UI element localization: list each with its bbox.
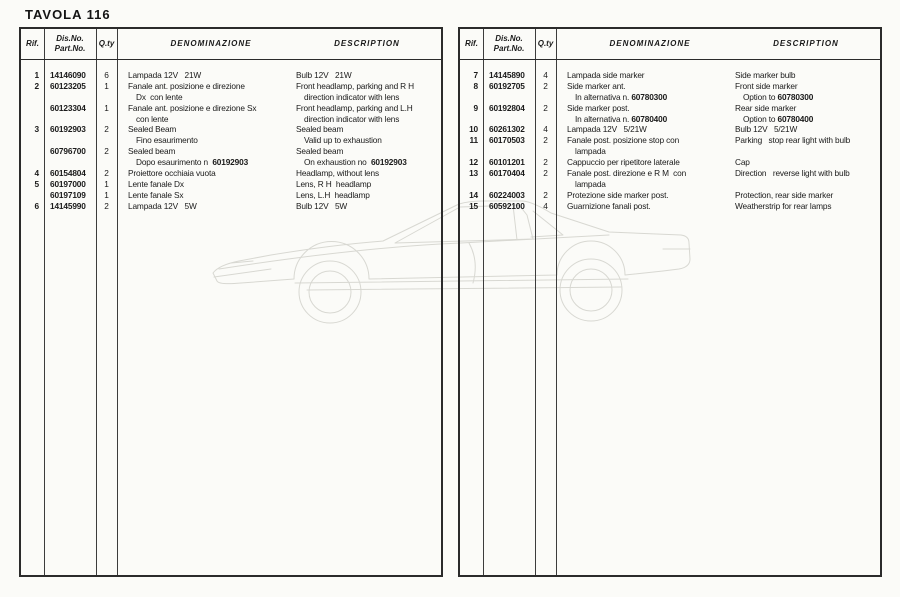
header-denominazione: DENOMINAZIONE	[609, 39, 691, 48]
denominazione-text: Cappuccio per ripetitore laterale	[567, 157, 680, 168]
qty-cell: 2	[543, 168, 548, 179]
parts-table-left	[19, 27, 443, 577]
qty-cell: 2	[543, 135, 548, 146]
table-row	[460, 124, 880, 135]
denominazione-text: In alternativa n. 60780300	[575, 91, 668, 102]
denominazione-text: Dopo esaurimento n 60192903	[136, 157, 249, 168]
header-dis-part-no	[44, 34, 96, 54]
header-qty: Q.ty	[537, 39, 554, 48]
rif-cell: 7	[473, 70, 478, 80]
description-text: Protection, rear side marker	[735, 189, 834, 200]
table-row	[460, 70, 880, 81]
table-row	[21, 201, 441, 212]
denominazione-text: Fanale ant. posizione e direzione	[128, 80, 245, 91]
qty-cell: 2	[104, 124, 109, 135]
denominazione-text: Dx con lente	[136, 91, 183, 102]
qty-cell: 2	[543, 80, 548, 91]
table-row	[460, 190, 880, 201]
table-row	[460, 135, 880, 146]
qty-cell: 2	[104, 168, 109, 179]
header-part-no: Part.No.	[493, 44, 525, 53]
denominazione-text: Fino esaurimento	[136, 135, 198, 146]
denominazione-text: Lampada side marker	[567, 70, 645, 80]
description-text: Bulb 12V 5W	[296, 200, 348, 211]
part-no-cell: 60170503	[489, 135, 525, 146]
rif-cell: 13	[469, 168, 478, 179]
description-text: Lens, L.H headlamp	[296, 189, 370, 200]
denominazione-text: Sealed Beam	[128, 124, 177, 135]
table-row	[21, 135, 441, 146]
table-row	[21, 81, 441, 92]
part-no-cell: 60197000	[50, 178, 86, 189]
denominazione-text: Fanale post. posizione stop con	[567, 135, 680, 146]
denominazione-text: con lente	[136, 113, 169, 124]
denominazione-text: Lampada 12V 5W	[128, 200, 197, 211]
qty-cell: 4	[543, 124, 548, 135]
description-text: Option to 60780300	[743, 91, 814, 102]
denominazione-text: Fanale post. direzione e R M con	[567, 168, 687, 179]
part-no-cell: 60197109	[50, 189, 86, 200]
part-no-cell: 60261302	[489, 124, 525, 135]
denominazione-text: Fanale ant. posizione e direzione Sx	[128, 102, 257, 113]
qty-cell: 6	[104, 70, 109, 80]
rif-cell: 5	[34, 178, 39, 189]
description-text: Valid up to exhaustion	[304, 135, 382, 146]
description-text: direction indicator with lens	[304, 91, 400, 102]
table-row	[460, 201, 880, 212]
part-no-cell: 14146090	[50, 70, 86, 80]
part-no-cell: 60592100	[489, 200, 525, 211]
part-no-cell: 60796700	[50, 146, 86, 157]
qty-cell: 2	[543, 157, 548, 168]
table-row	[21, 124, 441, 135]
description-text: Front side marker	[735, 80, 798, 91]
denominazione-text: Lente fanale Dx	[128, 178, 184, 189]
rif-cell: 3	[34, 124, 39, 135]
header-qty: Q.ty	[98, 39, 115, 48]
description-text: Cap	[735, 157, 750, 168]
part-no-cell: 60192705	[489, 80, 525, 91]
denominazione-text: Lampada 12V 5/21W	[567, 124, 647, 135]
qty-cell: 2	[104, 146, 109, 157]
description-text: Rear side marker	[735, 102, 797, 113]
description-text: Front headlamp, parking and R H	[296, 80, 415, 91]
header-part-no: Part.No.	[54, 44, 86, 53]
description-text: Bulb 12V 5/21W	[735, 124, 798, 135]
denominazione-text: Lente fanale Sx	[128, 189, 184, 200]
description-text: Front headlamp, parking and L.H	[296, 102, 413, 113]
description-text: Headlamp, without lens	[296, 168, 379, 179]
table-row	[460, 103, 880, 114]
rif-cell: 8	[473, 80, 478, 91]
table-row	[21, 146, 441, 157]
table-row	[460, 92, 880, 103]
table-row	[21, 114, 441, 125]
description-text: Lens, R H headlamp	[296, 178, 372, 189]
table-row	[460, 81, 880, 92]
rif-cell: 4	[34, 168, 39, 179]
parts-table-right	[458, 27, 882, 577]
qty-cell: 1	[104, 80, 109, 91]
table-row	[21, 103, 441, 114]
header-rif: Rif.	[26, 39, 39, 48]
header-description: DESCRIPTION	[334, 39, 400, 48]
denominazione-text: lampada	[575, 146, 606, 157]
table-row	[21, 157, 441, 168]
header-description: DESCRIPTION	[773, 39, 839, 48]
description-text: Sealed beam	[296, 146, 344, 157]
denominazione-text: Proiettore occhiaia vuota	[128, 168, 216, 179]
description-text: Parking stop rear light with bulb	[735, 135, 851, 146]
rif-cell: 10	[469, 124, 478, 135]
rif-cell: 2	[34, 80, 39, 91]
denominazione-text: Lampada 12V 21W	[128, 70, 202, 80]
denominazione-text: In alternativa n. 60780400	[575, 113, 668, 124]
qty-cell: 2	[104, 200, 109, 211]
header-dis-no: Dis.No.	[495, 34, 523, 43]
qty-cell: 1	[104, 189, 109, 200]
qty-cell: 4	[543, 70, 548, 80]
qty-cell: 1	[104, 102, 109, 113]
header-denominazione: DENOMINAZIONE	[170, 39, 252, 48]
denominazione-text: Protezione side marker post.	[567, 189, 669, 200]
table-row	[460, 179, 880, 190]
qty-cell: 2	[543, 102, 548, 113]
rif-cell: 15	[469, 200, 478, 211]
description-text: Sealed beam	[296, 124, 344, 135]
qty-cell: 4	[543, 200, 548, 211]
table-row	[21, 70, 441, 81]
part-no-cell: 60154804	[50, 168, 86, 179]
header-rif: Rif.	[465, 39, 478, 48]
page-title: TAVOLA 116	[25, 7, 111, 22]
table-header	[21, 29, 441, 60]
part-no-cell: 60123205	[50, 80, 86, 91]
table-row	[460, 114, 880, 125]
table-body	[460, 60, 880, 212]
header-dis-part-no	[483, 34, 535, 54]
rif-cell: 14	[469, 189, 478, 200]
table-row	[460, 146, 880, 157]
qty-cell: 2	[543, 189, 548, 200]
denominazione-text: Guarnizione fanali post.	[567, 200, 651, 211]
rif-cell: 6	[34, 200, 39, 211]
rif-cell: 11	[469, 135, 478, 146]
denominazione-text: Side marker post.	[567, 102, 630, 113]
denominazione-text: lampada	[575, 178, 606, 189]
table-row	[21, 190, 441, 201]
rif-cell: 9	[473, 102, 478, 113]
header-dis-no: Dis.No.	[56, 34, 84, 43]
part-no-cell: 60101201	[489, 157, 525, 168]
part-no-cell: 60123304	[50, 102, 86, 113]
description-text: Side marker bulb	[735, 70, 796, 80]
part-no-cell: 14145890	[489, 70, 525, 80]
table-row	[21, 179, 441, 190]
part-no-cell: 14145990	[50, 200, 86, 211]
qty-cell: 1	[104, 178, 109, 189]
rif-cell: 1	[34, 70, 39, 80]
description-text: Weatherstrip for rear lamps	[735, 200, 832, 211]
denominazione-text: Sealed beam	[128, 146, 176, 157]
description-text: Direction reverse light with bulb	[735, 168, 850, 179]
table-header	[460, 29, 880, 60]
rif-cell: 12	[469, 157, 478, 168]
part-no-cell: 60192804	[489, 102, 525, 113]
description-text: Option to 60780400	[743, 113, 814, 124]
table-row	[460, 168, 880, 179]
description-text: Bulb 12V 21W	[296, 70, 352, 80]
description-text: direction indicator with lens	[304, 113, 400, 124]
denominazione-text: Side marker ant.	[567, 80, 626, 91]
table-body	[21, 60, 441, 212]
part-no-cell: 60224003	[489, 189, 525, 200]
part-no-cell: 60192903	[50, 124, 86, 135]
part-no-cell: 60170404	[489, 168, 525, 179]
table-row	[21, 168, 441, 179]
table-row	[21, 92, 441, 103]
table-row	[460, 157, 880, 168]
description-text: On exhaustion no 60192903	[304, 157, 407, 168]
